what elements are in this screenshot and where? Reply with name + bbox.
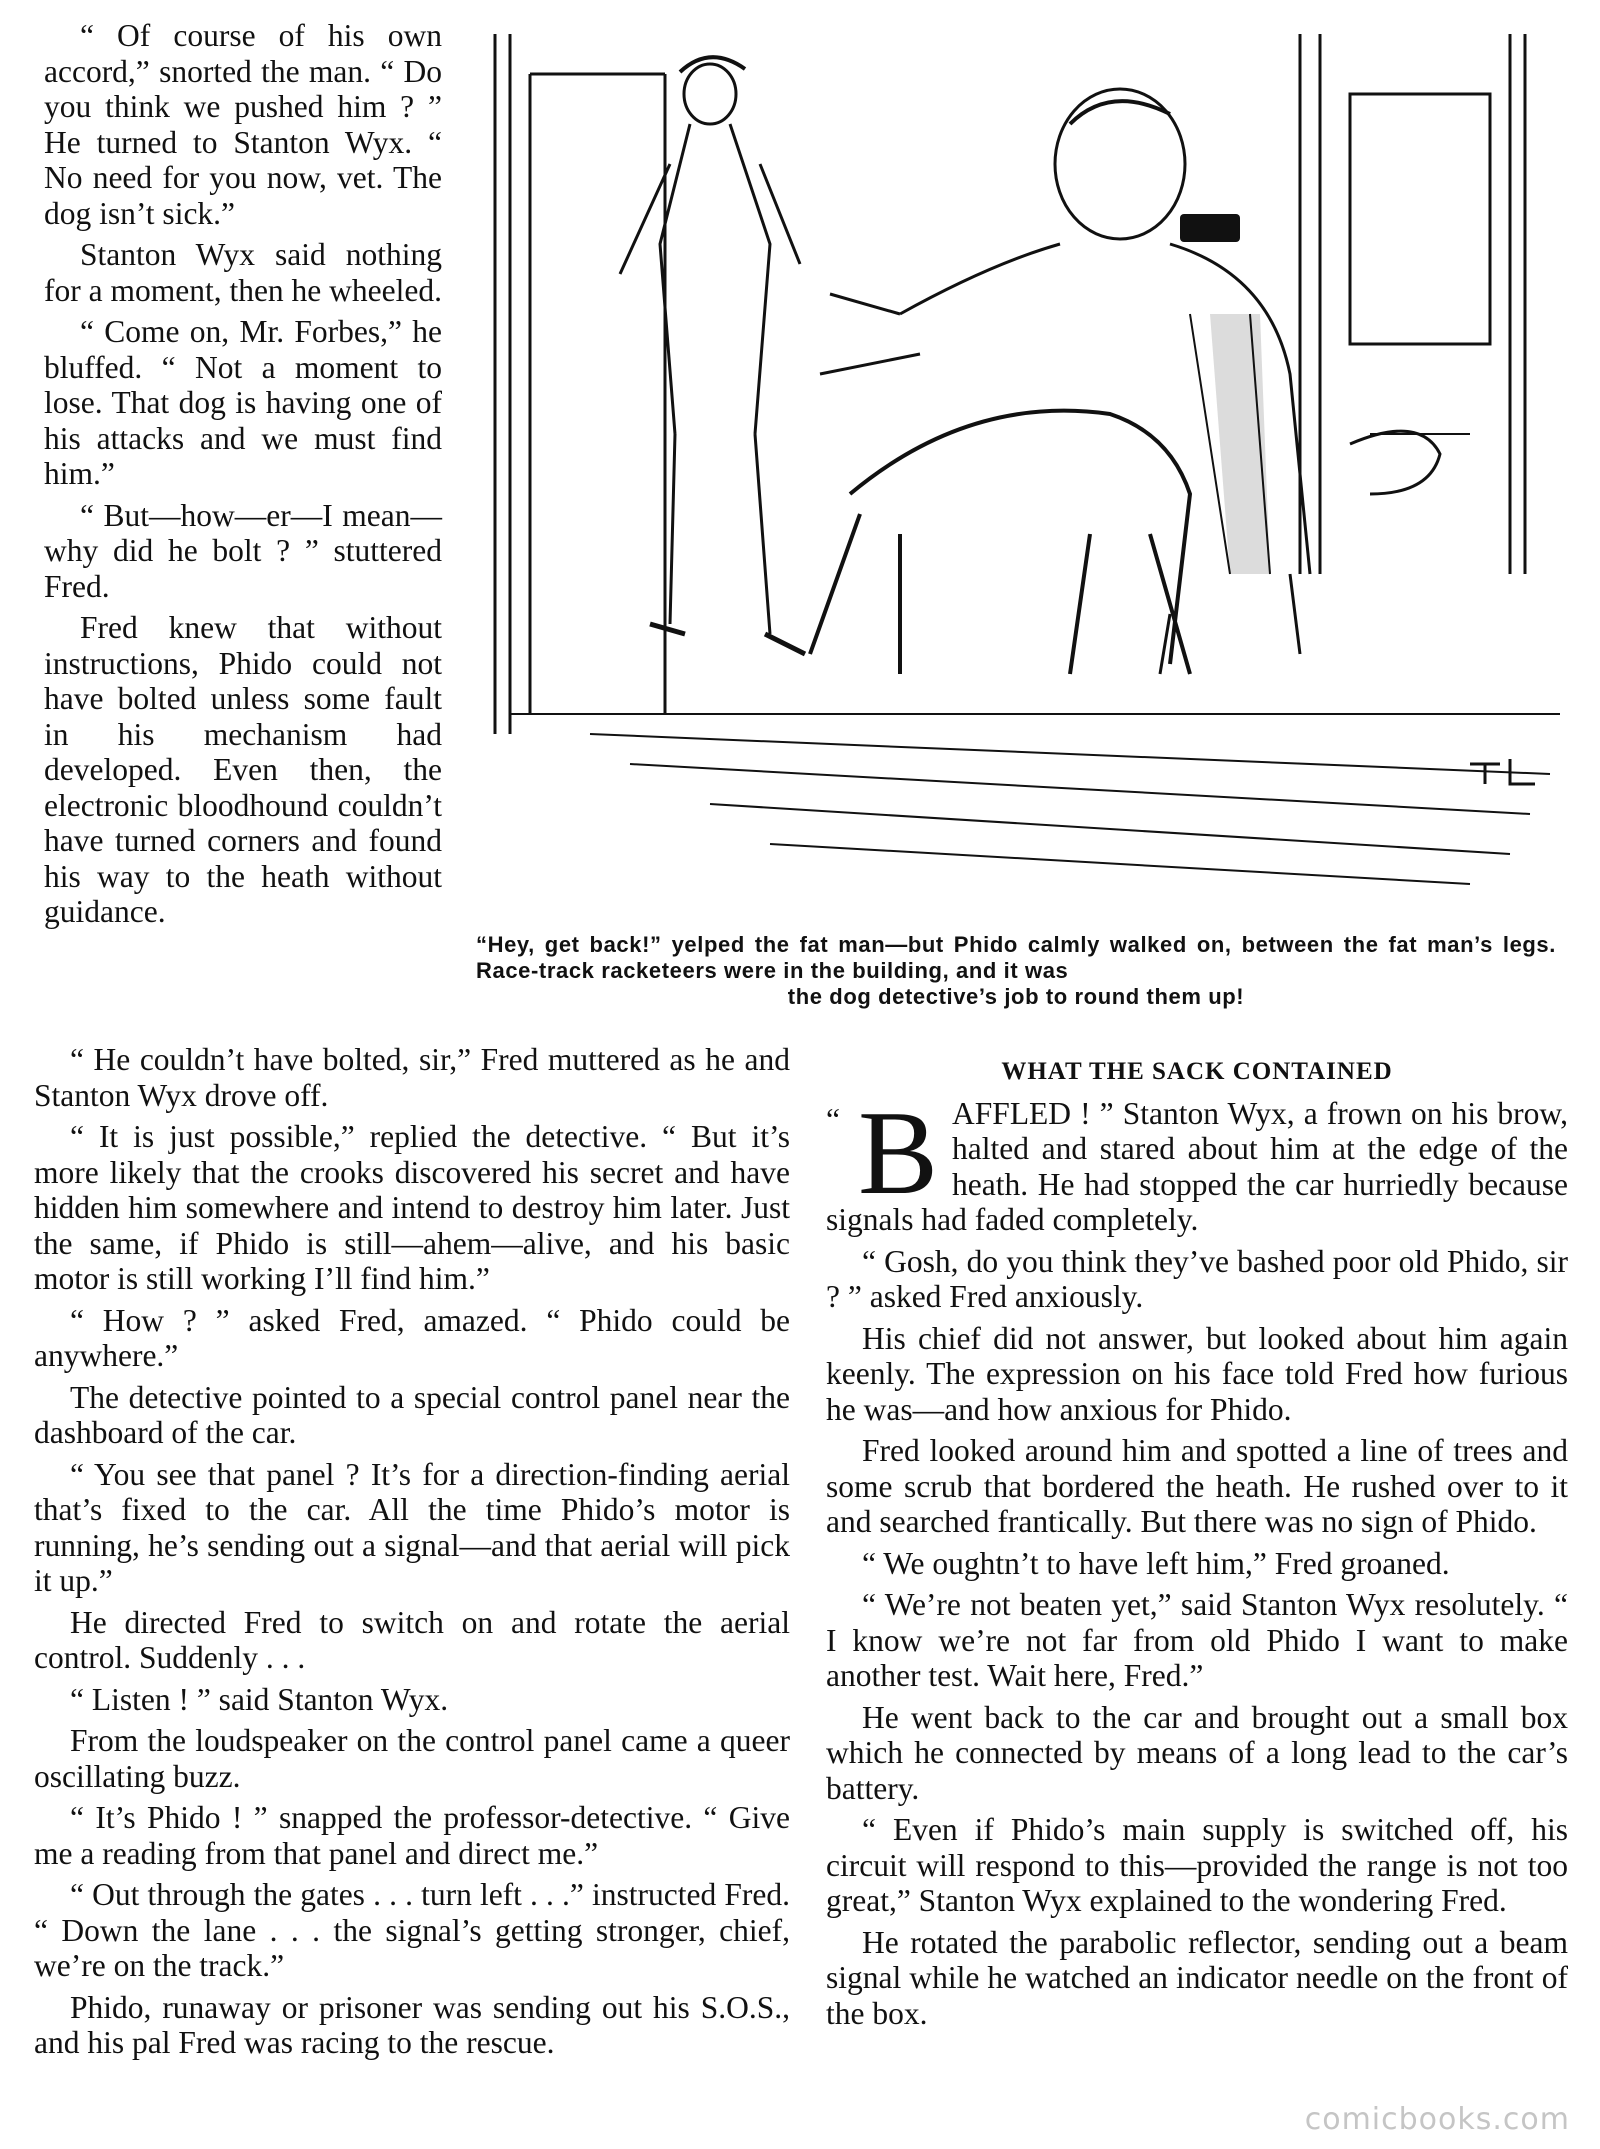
watermark: comicbooks.com bbox=[1304, 2102, 1570, 2137]
story-illustration bbox=[470, 14, 1570, 914]
paragraph: “ You see that panel ? It’s for a direction-finding aerial that’s fixed to the car. All the time Phido’s motor is running, he’s sending out a signal—and that aerial will pick it up.” bbox=[34, 1456, 790, 1598]
paragraph: “ We’re not beaten yet,” said Stanton Wyx resolutely. “ I know we’re not far from old Phido I want to make another test. Wait here, Fred.” bbox=[826, 1587, 1568, 1693]
paragraph: Phido, runaway or prisoner was sending out his S.O.S., and his pal Fred was racing to the rescue. bbox=[34, 1989, 790, 2060]
caption-text-last-line: the dog detective’s job to round them up! bbox=[787, 984, 1245, 1009]
paragraph: “ Gosh, do you think they’ve bashed poor old Phido, sir ? ” asked Fred anxiously. bbox=[826, 1243, 1568, 1314]
dropcap-letter: B bbox=[857, 1085, 939, 1219]
paragraph: He rotated the parabolic reflector, sending out a beam signal while he watched an indicator needle on the front of the box. bbox=[826, 1924, 1568, 2031]
dropcap-open-quote: “ bbox=[826, 1101, 840, 1137]
paragraph: “ He couldn’t have bolted, sir,” Fred muttered as he and Stanton Wyx drove off. bbox=[34, 1042, 790, 1113]
paragraph: “ Come on, Mr. Forbes,” he bluffed. “ Not a moment to lose. That dog is having one of his attacks and we must find him.” bbox=[44, 314, 442, 491]
paragraph: “ But—how—er—I mean—why did he bolt ? ” stuttered Fred. bbox=[44, 497, 442, 604]
paragraph: “ Of course of his own accord,” snorted the man. “ Do you think we pushed him ? ” He turned to Stanton Wyx. “ No need for you now, vet. The dog isn’t sick.” bbox=[44, 18, 442, 231]
paragraph: He directed Fred to switch on and rotate the aerial control. Suddenly . . . bbox=[34, 1604, 790, 1675]
paragraph: Stanton Wyx said nothing for a moment, then he wheeled. bbox=[44, 237, 442, 308]
right-column bbox=[826, 1054, 1568, 2037]
paragraph: From the loudspeaker on the control panel came a queer oscillating buzz. bbox=[34, 1723, 790, 1794]
paragraph: “ Out through the gates . . . turn left . . .” instructed Fred. “ Down the lane . . . the signal’s getting stronger, chief, we’re on the track.” bbox=[34, 1877, 790, 1983]
paragraph: “ It’s Phido ! ” snapped the professor-detective. “ Give me a reading from that panel and direct me.” bbox=[34, 1800, 790, 1871]
paragraph: “ It is just possible,” replied the detective. “ But it’s more likely that the crooks discovered his secret and have hidden him somewhere and intend to destroy him later. Just the same, if Phido is still—ahem—alive, and his basic motor is still working I’ll find him.” bbox=[34, 1119, 790, 1296]
paragraph: He went back to the car and brought out a small box which he connected by means of a long lead to the car’s battery. bbox=[826, 1699, 1568, 1806]
dropcap-paragraph bbox=[826, 1085, 1568, 1238]
paragraph: The detective pointed to a special control panel near the dashboard of the car. bbox=[34, 1379, 790, 1450]
caption-text: “Hey, get back!” yelped the fat man—but Phido calmly walked on, between the fat man’s legs. Race-track racketeers were in the building, and it was bbox=[476, 932, 1556, 983]
paragraph: Fred knew that without instructions, Phido could not have bolted unless some fault in his mechanism had developed. Even then, the electronic bloodhound couldn’t have turned corners and found his way to the heath without guidance. bbox=[44, 610, 442, 929]
paragraph: “ How ? ” asked Fred, amazed. “ Phido could be anywhere.” bbox=[34, 1302, 790, 1373]
left-column bbox=[34, 1042, 790, 2067]
paragraph: “ We oughtn’t to have left him,” Fred groaned. bbox=[862, 1545, 1450, 1581]
paragraph: His chief did not answer, but looked about him again keenly. The expression on his face told Fred how furious he was—and how anxious for Phido. bbox=[826, 1320, 1568, 1427]
paragraph: Fred looked around him and spotted a line of trees and some scrub that bordered the heath. He rushed over to it and searched frantically. But there was no sign of Phido. bbox=[826, 1433, 1568, 1539]
illustration-caption bbox=[476, 932, 1556, 1010]
section-heading: WHAT THE SACK CONTAINED bbox=[1001, 1058, 1393, 1085]
paragraph-text: AFFLED ! ” Stanton Wyx, a frown on his brow, halted and stared about him at the edge of the heath. He had stopped the car hurriedly because signals had faded completely. bbox=[826, 1095, 1568, 1237]
top-left-column bbox=[44, 18, 442, 936]
paragraph: “ Even if Phido’s main supply is switched off, his circuit will respond to this—provided the range is not too great,” Stanton Wyx explained to the wondering Fred. bbox=[826, 1812, 1568, 1918]
paragraph: “ Listen ! ” said Stanton Wyx. bbox=[70, 1681, 449, 1717]
